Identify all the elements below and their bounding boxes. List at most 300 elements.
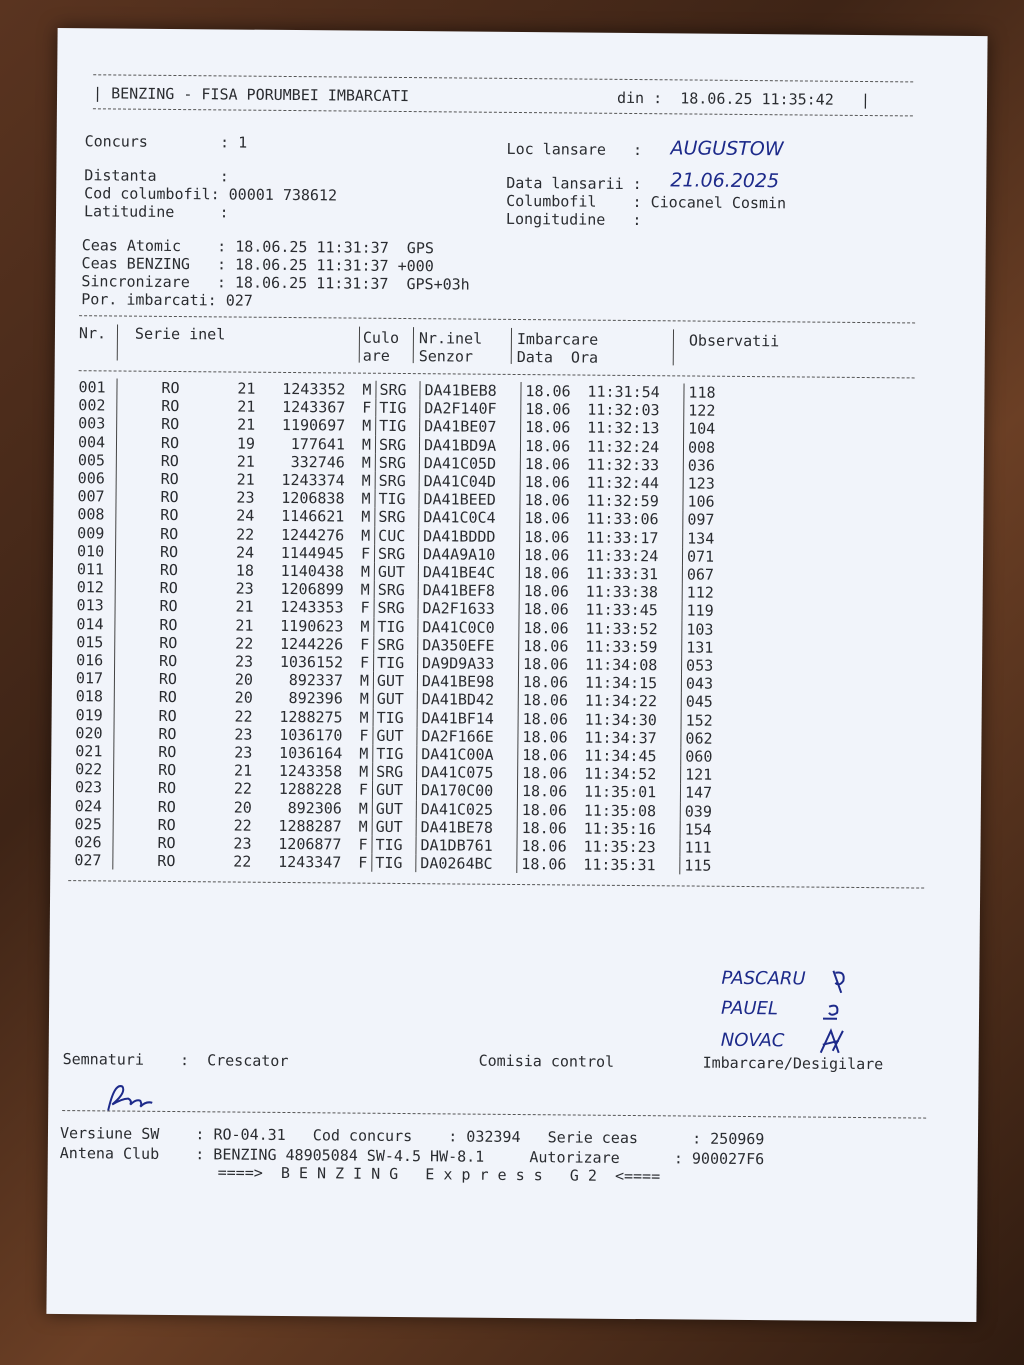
footer-brand-line: ====> B E N Z I N G E x p r e s s G 2 <==== xyxy=(217,1163,661,1186)
ceas-atomic-field: Ceas Atomic : 18.06.25 11:31:37 GPS xyxy=(81,236,435,258)
semnaturi-label: Semnaturi : Crescator xyxy=(62,1050,289,1071)
row-nr: 021 xyxy=(75,742,114,761)
handwritten-signature-2: PAUEL xyxy=(721,997,779,1020)
row-sensor: DA41BE98 xyxy=(417,672,518,691)
row-obs: 118 xyxy=(684,383,739,402)
row-nr: 005 xyxy=(78,451,117,470)
row-sex: F xyxy=(358,853,368,872)
row-sex: F xyxy=(359,726,369,745)
row-nr: 004 xyxy=(78,433,117,452)
row-country: RO xyxy=(159,597,178,616)
row-nr: 023 xyxy=(75,779,114,798)
row-country: RO xyxy=(157,797,176,816)
row-nr: 027 xyxy=(74,851,113,870)
row-sensor: DA41C00A xyxy=(417,745,518,764)
row-time: 11:34:37 xyxy=(584,728,657,748)
row-date: 18.06 xyxy=(517,837,584,856)
row-date: 18.06 xyxy=(518,710,585,729)
header-col-divider-2 xyxy=(359,327,360,363)
row-nr: 014 xyxy=(76,615,115,634)
row-obs: 060 xyxy=(681,747,736,766)
row-sex: M xyxy=(359,708,369,727)
row-sex: F xyxy=(362,398,372,417)
row-nr: 022 xyxy=(75,760,114,779)
row-time: 11:33:52 xyxy=(585,619,658,638)
row-color: SRG xyxy=(374,636,418,655)
comisia-control-label: Comisia control xyxy=(478,1051,615,1071)
row-date: 18.06 xyxy=(520,437,587,456)
row-sensor: DA41BEF8 xyxy=(418,581,519,600)
row-sex: M xyxy=(359,671,370,690)
row-date: 18.06 xyxy=(519,582,586,601)
row-sex: M xyxy=(359,744,369,763)
row-nr: 016 xyxy=(76,651,115,670)
row-date: 18.06 xyxy=(520,491,587,510)
row-color: GUT xyxy=(373,727,417,746)
row-sex: M xyxy=(360,617,370,636)
row-sensor: DA170C00 xyxy=(416,782,517,801)
row-ring: 177641 xyxy=(290,434,346,454)
row-sensor: DA4A9A10 xyxy=(418,545,519,564)
header-col-divider-5 xyxy=(673,329,674,365)
row-country: RO xyxy=(159,560,179,580)
row-country: RO xyxy=(160,524,179,543)
row-obs: 043 xyxy=(681,675,736,694)
row-nr: 017 xyxy=(76,669,115,688)
row-color: GUT xyxy=(372,781,416,800)
row-sex: M xyxy=(362,417,372,436)
row-nr: 001 xyxy=(78,378,117,397)
row-year: 23 xyxy=(236,488,255,507)
row-obs: 112 xyxy=(682,584,737,603)
footer-line-antena: Antena Club : BENZING 48905084 SW-4.5 HW-8.1 Autorizare : 900027F6 xyxy=(59,1144,765,1169)
row-sex: M xyxy=(361,526,371,545)
row-nr: 015 xyxy=(76,633,115,652)
row-date: 18.06 xyxy=(517,819,584,838)
table-header-rule xyxy=(79,370,915,378)
row-color: TIG xyxy=(373,745,417,764)
row-year: 20 xyxy=(234,688,253,708)
row-sensor: DA41BE78 xyxy=(416,818,517,837)
row-country: RO xyxy=(158,706,177,725)
row-country: RO xyxy=(161,415,180,434)
row-time: 11:33:45 xyxy=(585,601,658,620)
row-obs: 121 xyxy=(681,766,736,785)
row-date: 18.06 xyxy=(517,855,584,874)
row-date: 18.06 xyxy=(518,691,585,710)
row-country: RO xyxy=(159,542,179,561)
row-date: 18.06 xyxy=(518,764,585,783)
row-color: SRG xyxy=(374,581,418,600)
row-obs: 071 xyxy=(682,547,737,566)
row-sex: M xyxy=(362,380,372,399)
row-color: GUT xyxy=(374,563,418,582)
row-sensor: DA41C05D xyxy=(419,454,520,473)
print-timestamp: din : 18.06.25 11:35:42 | xyxy=(616,88,870,110)
row-year: 21 xyxy=(235,616,254,635)
row-sensor: DA41BE4C xyxy=(418,563,519,582)
row-time: 11:32:59 xyxy=(586,491,659,511)
imbarcare-desigilare-label: Imbarcare/Desigilare xyxy=(702,1053,884,1074)
header-col-divider-1 xyxy=(117,324,118,360)
row-sex: M xyxy=(358,817,368,836)
row-ring: 892306 xyxy=(287,798,342,818)
row-sensor: DA9D9A33 xyxy=(418,654,519,673)
row-ring: 1206877 xyxy=(278,835,342,854)
row-nr: 008 xyxy=(77,506,116,525)
row-nr: 025 xyxy=(75,815,114,834)
row-obs: 134 xyxy=(683,529,738,548)
row-nr: 002 xyxy=(78,396,117,415)
row-country: RO xyxy=(160,451,179,470)
row-color: TIG xyxy=(372,854,416,873)
row-date: 18.06 xyxy=(519,619,586,638)
row-time: 11:35:01 xyxy=(583,783,657,802)
handwritten-signature-1: PASCARU xyxy=(721,967,806,990)
row-sensor: DA0264BC xyxy=(416,854,517,873)
row-year: 21 xyxy=(234,761,253,780)
row-sex: M xyxy=(361,508,371,527)
row-obs: 008 xyxy=(683,438,738,457)
row-ring: 1243347 xyxy=(278,853,342,872)
row-time: 11:35:23 xyxy=(583,837,656,857)
row-nr: 024 xyxy=(75,797,114,816)
longitudine-field: Longitudine : xyxy=(505,209,642,230)
row-obs: 067 xyxy=(682,565,737,584)
row-obs: 097 xyxy=(683,511,738,530)
row-country: RO xyxy=(157,815,176,834)
row-ring: 1244226 xyxy=(279,634,344,654)
row-date: 18.06 xyxy=(521,418,588,437)
row-ring: 1190697 xyxy=(281,416,346,435)
row-country: RO xyxy=(159,633,178,652)
row-obs: 119 xyxy=(682,602,737,621)
columbofil-field: Columbofil : Ciocanel Cosmin xyxy=(506,191,787,213)
row-obs: 152 xyxy=(681,711,736,730)
signature-scribble-marks xyxy=(819,963,890,1064)
distanta-field: Distanta : xyxy=(84,166,229,186)
row-time: 11:33:24 xyxy=(585,546,659,566)
row-obs: 115 xyxy=(680,857,735,876)
row-nr: 012 xyxy=(77,578,116,597)
row-time: 11:32:44 xyxy=(586,473,660,493)
row-time: 11:33:17 xyxy=(586,528,659,547)
row-year: 23 xyxy=(234,725,253,744)
row-color: SRG xyxy=(376,381,420,400)
row-date: 18.06 xyxy=(519,600,586,619)
row-color: TIG xyxy=(373,708,417,727)
row-year: 22 xyxy=(236,525,255,544)
row-date: 18.06 xyxy=(518,673,585,692)
row-year: 22 xyxy=(234,707,253,726)
row-country: RO xyxy=(160,488,179,507)
header-top-rule xyxy=(93,74,913,82)
row-ring: 1243353 xyxy=(280,598,344,617)
row-ring: 1288228 xyxy=(278,780,343,799)
row-sex: F xyxy=(358,835,368,854)
row-country: RO xyxy=(157,833,176,853)
row-sensor: DA1DB761 xyxy=(416,836,517,855)
row-year: 20 xyxy=(233,798,252,817)
row-nr: 018 xyxy=(76,688,115,707)
row-obs: 111 xyxy=(680,839,735,858)
row-ring: 1036170 xyxy=(279,725,343,745)
row-date: 18.06 xyxy=(519,564,586,583)
row-nr: 019 xyxy=(76,706,115,725)
row-year: 21 xyxy=(237,397,256,416)
row-ring: 1288287 xyxy=(278,816,342,836)
row-ring: 1243358 xyxy=(278,762,343,781)
row-year: 24 xyxy=(235,543,255,562)
row-time: 11:33:38 xyxy=(585,582,659,602)
row-date: 18.06 xyxy=(517,801,584,820)
row-nr: 013 xyxy=(77,597,116,616)
row-date: 18.06 xyxy=(520,509,587,528)
row-country: RO xyxy=(160,469,179,489)
row-time: 11:35:16 xyxy=(583,819,656,839)
row-year: 18 xyxy=(235,561,254,580)
row-color: SRG xyxy=(374,599,418,618)
row-sensor: DA41BE07 xyxy=(420,418,521,437)
row-color: SRG xyxy=(373,763,417,782)
row-ring: 1146621 xyxy=(281,507,345,526)
row-ring: 332746 xyxy=(290,452,345,472)
row-ring: 1206838 xyxy=(281,489,345,508)
row-sex: M xyxy=(361,489,371,508)
row-time: 11:33:59 xyxy=(585,637,658,657)
row-nr: 020 xyxy=(75,724,114,743)
row-year: 23 xyxy=(234,652,254,671)
row-ring: 1244276 xyxy=(280,525,345,545)
row-sex: M xyxy=(361,471,371,490)
row-date: 18.06 xyxy=(519,637,586,656)
row-time: 11:32:33 xyxy=(586,455,660,475)
row-year: 20 xyxy=(234,670,254,689)
row-ring: 1140438 xyxy=(280,561,344,581)
row-ring: 1190623 xyxy=(280,616,344,636)
row-sensor: DA41C04D xyxy=(419,472,520,491)
row-ring: 1243374 xyxy=(281,470,345,490)
row-nr: 003 xyxy=(78,415,117,434)
row-color: SRG xyxy=(375,435,419,454)
row-date: 18.06 xyxy=(520,455,587,474)
row-sensor: DA350EFE xyxy=(418,636,519,655)
row-time: 11:34:08 xyxy=(585,655,658,675)
row-year: 23 xyxy=(234,743,253,762)
row-time: 11:34:45 xyxy=(584,746,657,766)
row-ring: 1144945 xyxy=(280,543,345,563)
row-sensor: DA41C0C4 xyxy=(419,509,520,528)
row-country: RO xyxy=(159,579,178,598)
row-country: RO xyxy=(161,397,180,416)
row-nr: 006 xyxy=(78,469,117,488)
row-date: 18.06 xyxy=(520,528,587,547)
row-time: 11:33:06 xyxy=(586,510,659,529)
row-time: 11:31:54 xyxy=(587,382,660,402)
row-color: GUT xyxy=(372,799,416,818)
row-sensor: DA2F1633 xyxy=(418,600,519,619)
row-color: TIG xyxy=(375,490,419,509)
row-sex: M xyxy=(359,690,369,709)
row-sensor: DA41BF14 xyxy=(417,709,518,728)
header-col-divider-3 xyxy=(413,327,414,363)
row-nr: 007 xyxy=(77,487,116,506)
row-year: 23 xyxy=(233,834,252,853)
row-color: TIG xyxy=(376,417,420,436)
row-nr: 009 xyxy=(77,524,116,543)
row-sensor: DA2F166E xyxy=(417,727,518,746)
row-date: 18.06 xyxy=(518,728,585,747)
row-country: RO xyxy=(160,506,179,525)
row-obs: 053 xyxy=(682,656,737,675)
footer-top-rule xyxy=(62,1110,926,1119)
col-imbarcare-header: Imbarcare Data Ora xyxy=(516,329,599,367)
header-col-divider-4 xyxy=(511,328,512,364)
header-bottom-rule xyxy=(93,108,913,116)
row-color: TIG xyxy=(376,399,420,418)
row-sensor: DA41BDDD xyxy=(419,527,520,546)
table-bottom-rule xyxy=(68,880,924,888)
row-sensor: DA2F140F xyxy=(420,399,521,418)
row-year: 21 xyxy=(236,452,255,471)
row-time: 11:32:13 xyxy=(587,419,660,438)
row-time: 11:35:31 xyxy=(583,855,656,875)
row-date: 18.06 xyxy=(519,655,586,674)
cod-columbofil-field: Cod columbofil: 00001 738612 xyxy=(84,184,338,205)
row-time: 11:34:52 xyxy=(584,764,657,784)
row-ring: 1206899 xyxy=(280,580,344,599)
row-color: SRG xyxy=(375,454,419,473)
row-obs: 036 xyxy=(683,456,738,475)
col-observatii-header: Observatii xyxy=(688,331,780,351)
row-country: RO xyxy=(157,779,177,798)
concurs-field: Concurs : 1 xyxy=(84,132,248,152)
row-date: 18.06 xyxy=(521,400,588,419)
row-obs: 062 xyxy=(681,729,736,748)
row-year: 22 xyxy=(233,816,252,835)
row-date: 18.06 xyxy=(518,746,585,765)
row-sensor: DA41C075 xyxy=(417,763,518,782)
row-sex: M xyxy=(361,453,371,472)
row-country: RO xyxy=(158,688,177,707)
row-sensor: DA41BEED xyxy=(419,490,520,509)
row-time: 11:33:31 xyxy=(585,564,659,584)
row-color: TIG xyxy=(374,617,418,636)
row-color: SRG xyxy=(375,508,419,527)
row-sensor: DA41C025 xyxy=(416,800,517,819)
row-ring: 892396 xyxy=(288,689,343,708)
row-obs: 106 xyxy=(683,493,738,512)
row-sex: F xyxy=(360,635,370,654)
row-country: RO xyxy=(159,615,178,634)
row-ring: 1036164 xyxy=(279,743,343,763)
row-date: 18.06 xyxy=(517,782,584,801)
row-ring: 1036152 xyxy=(279,652,344,672)
row-obs: 104 xyxy=(684,420,739,439)
row-sex: M xyxy=(358,799,368,818)
row-obs: 122 xyxy=(684,402,739,421)
row-country: RO xyxy=(158,651,178,671)
row-obs: 154 xyxy=(680,820,735,839)
row-sensor: DA41BD9A xyxy=(419,436,520,455)
row-time: 11:34:15 xyxy=(584,673,658,693)
row-year: 22 xyxy=(233,852,252,871)
row-ring: 1243352 xyxy=(282,379,346,399)
row-time: 11:32:03 xyxy=(587,400,660,420)
row-year: 23 xyxy=(235,579,254,598)
row-date: 18.06 xyxy=(521,382,588,401)
col-serie-header: Serie inel xyxy=(134,324,226,344)
row-sex: F xyxy=(358,781,369,800)
row-obs: 131 xyxy=(682,638,737,657)
row-year: 21 xyxy=(237,415,256,435)
row-year: 22 xyxy=(235,634,254,653)
printed-sheet xyxy=(46,28,987,1322)
row-color: CUC xyxy=(375,526,419,545)
data-lansarii-label: Data lansarii : xyxy=(506,173,642,194)
row-nr: 011 xyxy=(77,560,116,579)
row-time: 11:34:22 xyxy=(584,692,658,711)
row-nr: 010 xyxy=(77,542,116,561)
row-color: GUT xyxy=(372,818,416,837)
row-nr: 026 xyxy=(74,833,113,852)
row-year: 21 xyxy=(237,379,256,398)
row-obs: 039 xyxy=(680,802,735,821)
row-color: SRG xyxy=(375,472,419,491)
row-sex: M xyxy=(360,580,370,599)
row-sensor: DA41BD42 xyxy=(417,691,518,710)
row-sex: M xyxy=(359,762,369,781)
pigeon-table xyxy=(74,378,738,875)
row-sex: F xyxy=(360,544,371,563)
loc-lansare-label: Loc lansare : xyxy=(506,139,643,160)
row-color: TIG xyxy=(372,836,416,855)
row-date: 18.06 xyxy=(519,546,586,565)
row-country: RO xyxy=(157,852,176,871)
ceas-benzing-field: Ceas BENZING : 18.06.25 11:31:37 +000 xyxy=(81,254,434,276)
handwritten-signature-3: NOVAC xyxy=(720,1029,785,1052)
col-culoare-header: Culo are xyxy=(362,328,400,365)
row-date: 18.06 xyxy=(520,473,587,492)
row-country: RO xyxy=(160,433,180,452)
row-country: RO xyxy=(158,670,178,689)
row-ring: 1288275 xyxy=(279,707,343,727)
row-sensor: DA41C0C0 xyxy=(418,618,519,637)
row-sex: F xyxy=(359,653,370,672)
row-country: RO xyxy=(161,378,180,398)
row-time: 11:35:08 xyxy=(583,801,657,820)
row-obs: 103 xyxy=(682,620,737,639)
row-ring: 892337 xyxy=(288,671,344,690)
data-lansarii-handwritten: 21.06.2025 xyxy=(670,169,780,193)
row-ring: 1243367 xyxy=(282,398,346,417)
row-sex: F xyxy=(360,599,370,618)
row-year: 22 xyxy=(233,780,253,799)
row-obs: 045 xyxy=(681,693,736,712)
row-time: 11:34:30 xyxy=(584,710,657,729)
row-sex: M xyxy=(360,562,370,581)
row-color: TIG xyxy=(374,654,418,673)
por-imbarcati-field: Por. imbarcati: 027 xyxy=(81,290,253,310)
row-color: GUT xyxy=(373,672,417,691)
col-nr-header: Nr. xyxy=(78,324,107,343)
footer-line-version: Versiune SW : RO-04.31 Cod concurs : 032394 Serie ceas : 250969 xyxy=(59,1124,765,1149)
row-country: RO xyxy=(158,761,177,780)
loc-lansare-handwritten: AUGUSTOW xyxy=(670,137,784,161)
row-year: 21 xyxy=(235,597,254,617)
col-senzor-header: Nr.inel Senzor xyxy=(418,329,483,366)
row-year: 19 xyxy=(236,434,256,453)
